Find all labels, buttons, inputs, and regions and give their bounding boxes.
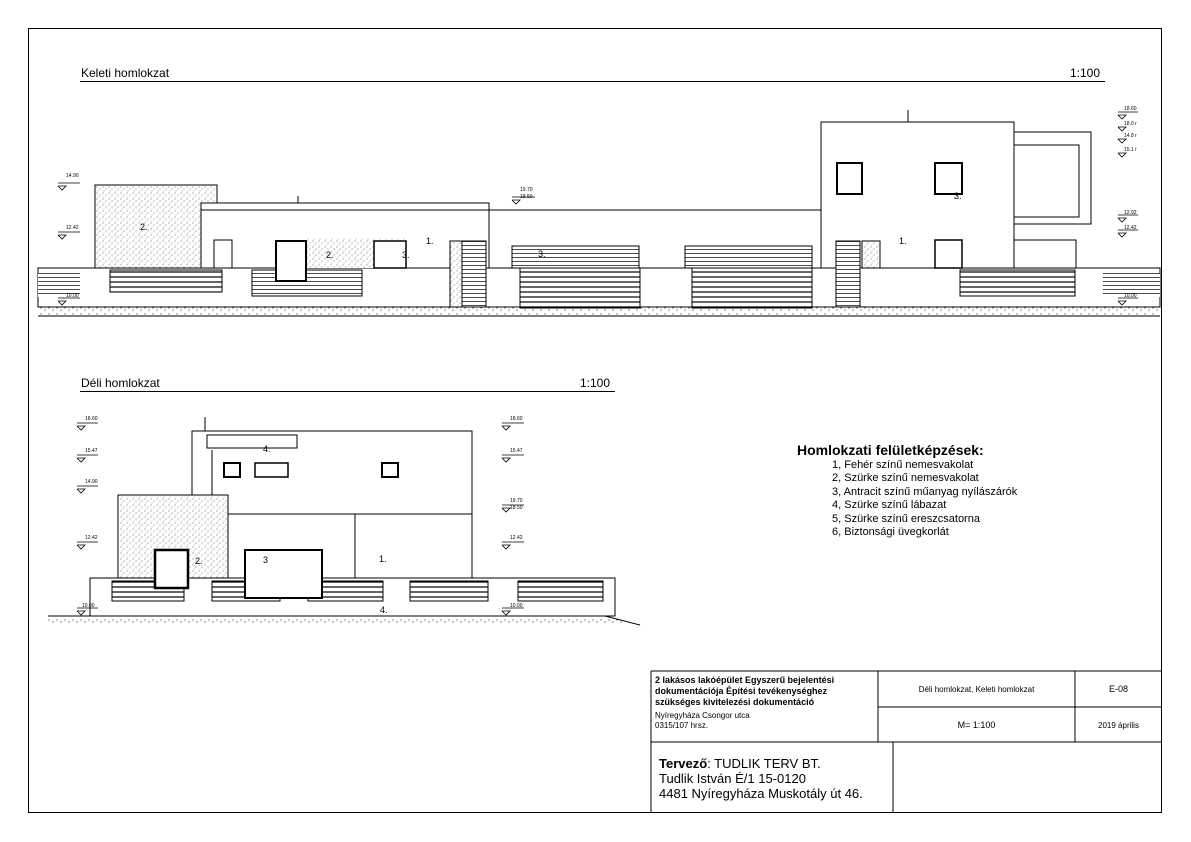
east-level-label: 10.00 <box>1124 293 1137 299</box>
drawing-name: Déli homlokzat, Keleti homlokzat <box>918 685 1035 694</box>
south-level-label: 18.60 <box>85 416 98 422</box>
east-level-label: 12.42 <box>66 225 79 231</box>
south-level-label: 10.00 <box>82 603 95 609</box>
south-level-label: 15.47 <box>85 448 98 454</box>
south-elevation-title: Déli homlokzat <box>81 376 160 390</box>
legend-item: 4, Szürke színű lábazat <box>832 499 947 511</box>
designer-label: Tervező <box>659 756 708 771</box>
south-callout: 1. <box>379 554 387 564</box>
designer-person: Tudlik István É/1 15-0120 <box>659 771 806 786</box>
title-block-location <box>655 711 750 731</box>
south-level-label: 18.50 <box>510 505 523 511</box>
east-callout: 3. <box>402 250 410 260</box>
east-level-label: 14.90 <box>66 173 79 179</box>
project-line: szükséges kivitelezési dokumentáció <box>655 697 815 707</box>
legend-item: 1, Fehér színű nemesvakolat <box>832 458 974 471</box>
legend-title: Homlokzati felületképzések: <box>797 442 984 458</box>
east-level-label: 18.60 <box>1124 106 1137 112</box>
south-level-label: 14.90 <box>85 479 98 485</box>
south-ground <box>48 616 640 625</box>
east-level-label: 18.0 r <box>1124 121 1137 127</box>
east-callout: 3. <box>538 249 546 259</box>
east-level-label: 10.00 <box>66 293 79 299</box>
drawing-scale: M= 1:100 <box>957 720 996 730</box>
legend-item: 6, Biztonsági üvegkorlát <box>832 526 949 538</box>
east-elevation-title: Keleti homlokzat <box>81 66 170 80</box>
designer-company: : TUDLIK TERV BT. <box>707 756 821 771</box>
south-callout: 4. <box>263 444 271 454</box>
east-elevation-scale: 1:100 <box>1070 66 1101 80</box>
east-callout: 2. <box>326 250 334 260</box>
south-level-label: 18.60 <box>510 416 523 422</box>
east-level-label: 12.92 <box>1124 210 1137 216</box>
legend-item: 2, Szürke színű nemesvakolat <box>832 472 979 484</box>
south-callout: 3 <box>263 555 269 565</box>
east-callout: 1. <box>426 236 434 246</box>
east-callout: 2. <box>140 222 148 232</box>
east-level-label: 14.8 r <box>1124 133 1137 139</box>
east-level-label: 19.70 <box>520 187 533 193</box>
title-block-project <box>655 675 875 708</box>
south-level-label: 19.70 <box>510 498 523 504</box>
parcel-number: 0315/107 hrsz. <box>655 721 708 730</box>
east-callout: 1. <box>899 236 907 246</box>
south-level-label: 12.42 <box>510 535 523 541</box>
east-elevation <box>38 110 1160 316</box>
south-elevation <box>48 417 640 625</box>
legend-item: 5, Szürke színű ereszcsatorna <box>832 512 980 525</box>
south-elevation-scale: 1:100 <box>580 376 611 390</box>
south-callout: 2. <box>195 556 203 566</box>
east-level-label: 18.50 <box>520 194 533 200</box>
south-level-label: 10.00 <box>510 603 523 609</box>
project-line: dokumentációja Építési tevékenységhez <box>655 686 828 696</box>
project-line: 2 lakásos lakóépület Egyszerű bejelentési <box>655 675 835 685</box>
location: Nyíregyháza Csongor utca <box>655 711 750 720</box>
east-level-label: 12.42 <box>1124 225 1137 231</box>
drawing-date: 2019 április <box>1098 721 1139 730</box>
surface-finish-legend <box>797 444 1017 540</box>
south-callout: 4. <box>380 605 388 615</box>
south-level-label: 12.42 <box>85 535 98 541</box>
east-callout: 3. <box>954 191 962 201</box>
designer-address: 4481 Nyíregyháza Muskotály út 46. <box>659 786 863 801</box>
legend-item: 3, Antracit színű műanyag nyílászárók <box>832 485 1018 498</box>
east-grey-block <box>95 185 217 268</box>
designer-block <box>659 756 863 801</box>
south-level-label: 15.47 <box>510 448 523 454</box>
east-level-label: 15.1 r <box>1124 147 1137 153</box>
legend-list <box>797 459 1017 540</box>
sheet-number: E-08 <box>1108 684 1128 694</box>
